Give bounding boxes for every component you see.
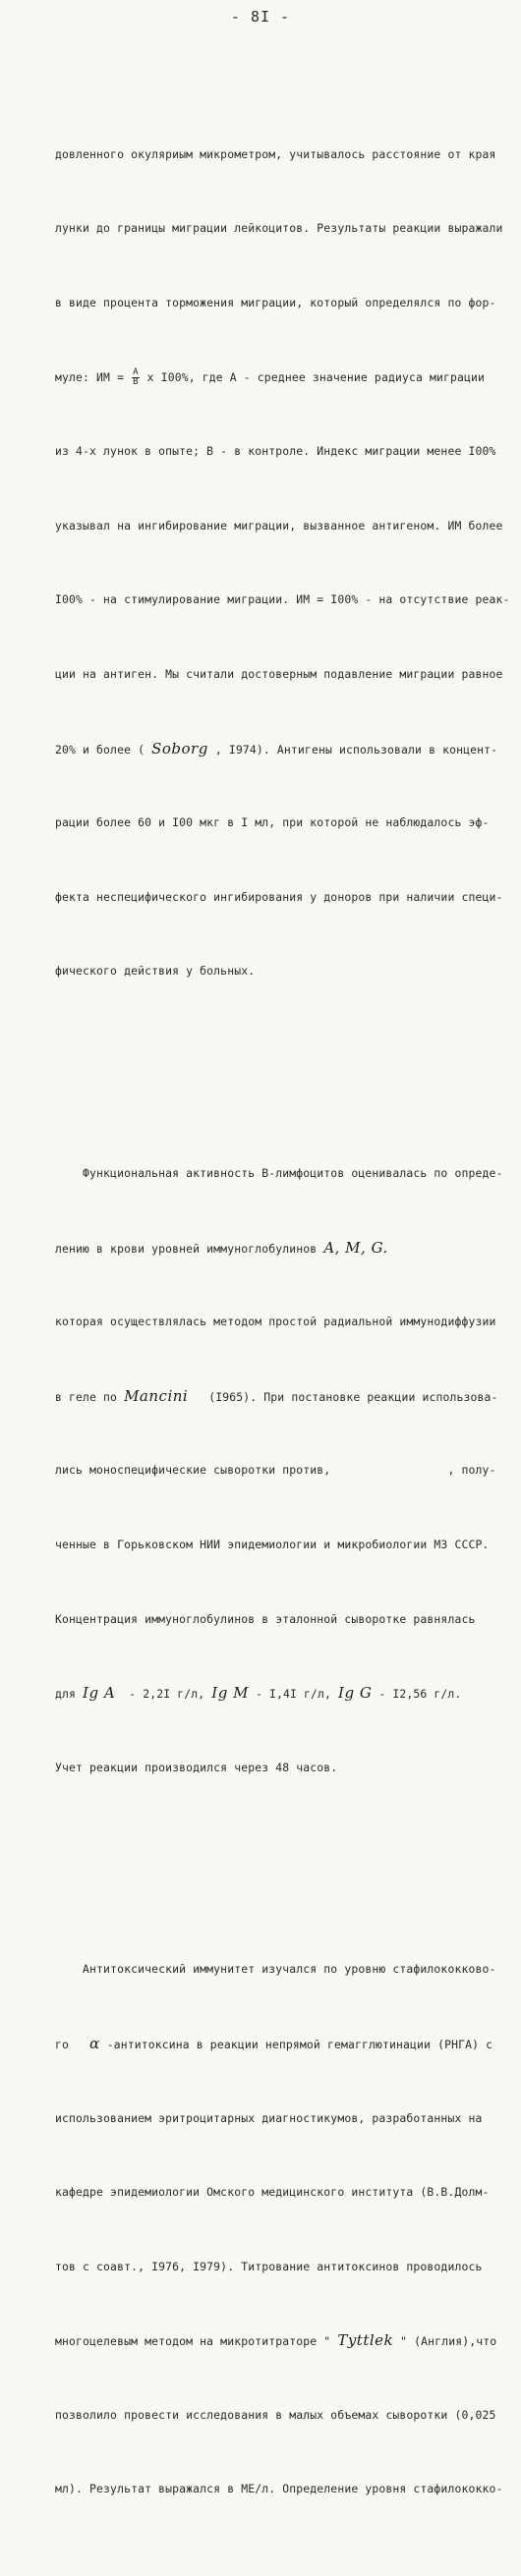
text-line: тов с соавт., I976, I979). Титрование антитоксинов проводилось [55, 2259, 483, 2273]
text-line: использованием эритроцитарных диагностикумов, разработанных на [55, 2110, 483, 2125]
text-line: лись моноспецифические сыворотки против, , полу- [55, 1463, 496, 1478]
text-run: го [55, 2037, 90, 2051]
text-run: 20% и более ( [55, 742, 152, 756]
text-run: - 2,2I г/л, [115, 1687, 212, 1702]
text-line: ченные в Горьковском НИИ эпидемиологии и микробиологии МЗ СССР. [55, 1537, 490, 1551]
text-line: Учет реакции производился через 48 часов. [55, 1760, 338, 1774]
fraction-numerator: A [133, 366, 139, 377]
text-run: x I00%, где А - среднее значение радиуса миграции [140, 369, 486, 384]
text-line: ции на антиген. Мы считали достоверным подавление миграции равное [55, 666, 503, 681]
fraction-formula [132, 368, 140, 387]
text-run: многоцелевым методом на микротитраторе " [55, 2334, 338, 2349]
fraction-denominator: B [133, 376, 139, 387]
text-line [55, 1681, 492, 1706]
text-line [55, 1384, 498, 1409]
text-line: мл). Результат выражался в ME/л. Определение уровня стафилококко- [55, 2482, 503, 2496]
handwritten-ig-a: Ig A [83, 1684, 116, 1703]
text-run: , I974). Антигены использовали в концент- [207, 742, 498, 756]
text-line: из 4-х лунок в опыте; В - в контроле. Индекс миграции менее I00% [55, 444, 496, 459]
text-line: Функциональная активность В-лимфоцитов оценивалась по опреде- [55, 1165, 503, 1180]
handwritten-ig-m: Ig M [211, 1684, 249, 1703]
text-line: в виде процента торможения миграции, который определялся по фор- [55, 296, 496, 309]
text-line: лунки до границы миграции лейкоцитов. Результаты реакции выражали [55, 221, 503, 236]
text-line [55, 2032, 492, 2056]
text-run: (I965). При постановке реакции использова- [188, 1389, 498, 1404]
text-line: позволило провести исследования в малых объемах сыворотки (0,025 [55, 2407, 496, 2422]
paragraph-gap [55, 1855, 492, 1859]
text-run: " (Англия),что [393, 2334, 497, 2349]
handwritten-author-name: Mancini [124, 1386, 189, 1405]
text-run: для [55, 1687, 84, 1702]
text-line: довленного окуляриым микрометром, учитывалось расстояние от края [55, 146, 496, 161]
paragraph-gap [55, 1058, 492, 1062]
text-line: которая осуществлялась методом простой радиальной иммунодиффузии [55, 1315, 496, 1329]
text-line [55, 2328, 497, 2353]
page-number: - 8I - [230, 8, 291, 26]
text-line: фекта неспецифического ингибирования у доноров при наличии специ- [55, 889, 503, 904]
text-line-formula [55, 365, 492, 390]
text-run: - I,4I г/л, [248, 1687, 339, 1702]
text-line: I00% - на стимулирование миграции. ИМ = I00% - на отсутствие реак- [55, 592, 510, 607]
text-line: указывал на ингибирование миграции, вызванное антигеном. ИМ более [55, 518, 503, 532]
text-line [55, 1236, 492, 1260]
text-run: -антитоксина в реакции непрямой гемагглютинации (РНГА) с [99, 2037, 493, 2051]
text-run: в геле по [55, 1389, 125, 1404]
text-line: Антитоксический иммунитет изучался по уровню стафилококково- [55, 1962, 496, 1977]
handwritten-immunoglobulin-classes: A, M, G. [323, 1238, 388, 1257]
handwritten-author-name: Soborg [151, 739, 208, 757]
text-run: муле: ИМ = [55, 369, 132, 384]
handwritten-ig-g: Ig G [338, 1684, 373, 1703]
text-line: фического действия у больных. [55, 964, 256, 979]
text-line: Концентрация иммуноглобулинов в эталонной сыворотке равнялась [55, 1611, 476, 1626]
text-run: - I2,56 г/л. [372, 1687, 462, 1702]
text-line: кафедре эпидемиологии Омского медицинского института (В.В.Долм- [55, 2185, 490, 2200]
text-line: рации более 60 и I00 мкг в I мл, при которой не наблюдалось эф- [55, 815, 490, 830]
text-run: лению в крови уровней иммуноглобулинов [55, 1241, 324, 1256]
handwritten-alpha-symbol: α [89, 2034, 100, 2052]
text-line [55, 737, 498, 761]
handwritten-device-name: Tyttlek [337, 2331, 394, 2350]
body-text [55, 43, 510, 2576]
